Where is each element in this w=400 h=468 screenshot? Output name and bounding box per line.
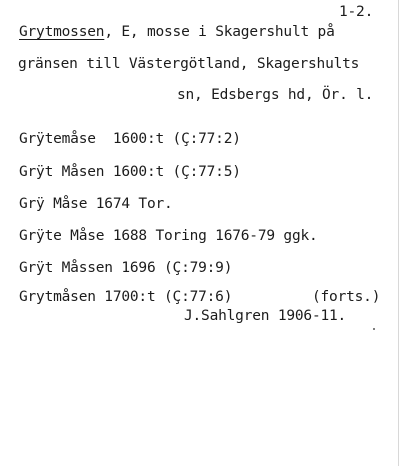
historical-form-entry: Grÿte Måse 1688 Toring 1676-79 ggk. <box>19 228 318 244</box>
historical-form-entry: Grytmåsen 1700:t (Ç:77:6) <box>19 289 233 305</box>
heading-line <box>19 23 335 41</box>
signature-line: J.Sahlgren 1906-11. <box>184 308 347 324</box>
historical-form-entry: Grÿt Måsen 1600:t (Ç:77:5) <box>19 164 241 180</box>
historical-form-entry: Grÿt Måssen 1696 (Ç:79:9) <box>19 260 233 276</box>
continued-note: (forts.) <box>312 289 381 305</box>
description-line-2: gränsen till Västergötland, Skagershults <box>18 56 360 72</box>
card-number: 1-2. <box>339 4 374 20</box>
description-line-3: sn, Edsbergs hd, Ör. l. <box>177 87 374 103</box>
heading-description: , E, mosse i Skagershult på <box>104 24 335 40</box>
historical-form-entry: Grÿ Måse 1674 Tor. <box>19 196 173 212</box>
historical-form-entry: Grÿtemåse 1600:t (Ç:77:2) <box>19 131 241 147</box>
headword: Grytmossen <box>19 24 105 40</box>
ink-dot <box>373 328 375 330</box>
